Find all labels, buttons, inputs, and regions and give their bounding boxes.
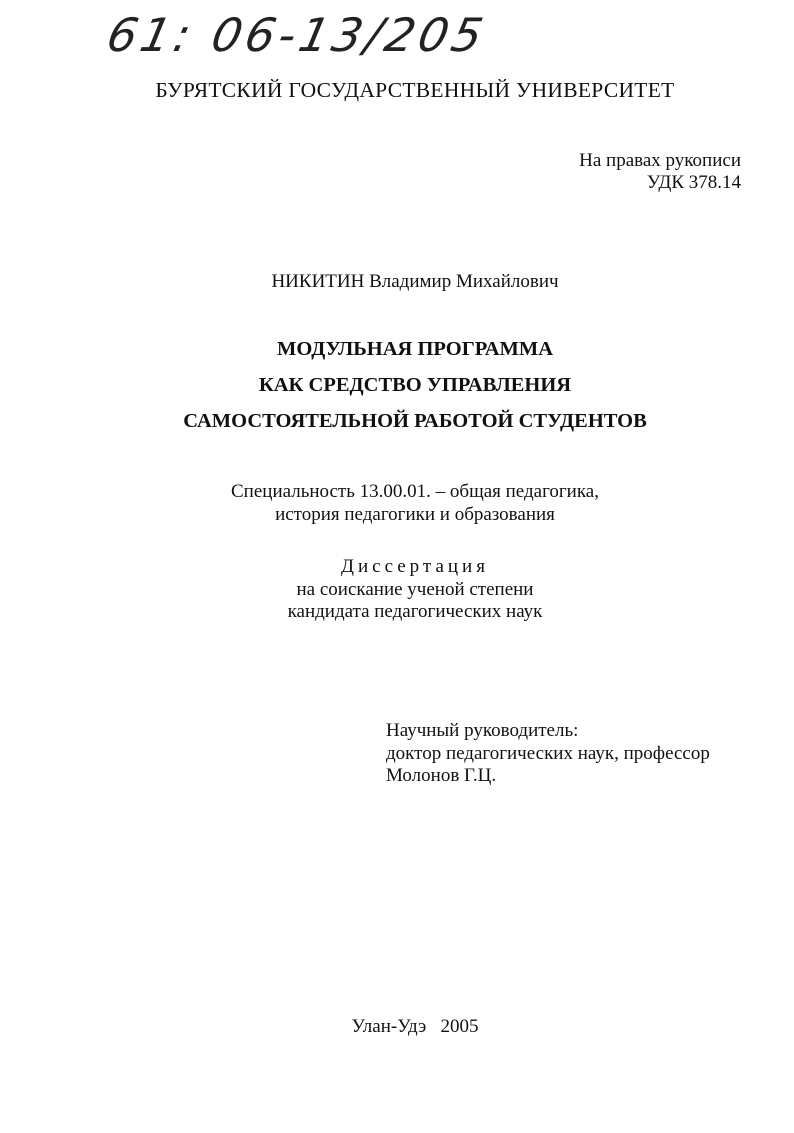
advisor-label: Научный руководитель: [386,720,579,741]
dissertation-label: Диссертация [341,556,489,577]
handwritten-code: 61: 06-13/205 [102,8,492,62]
advisor-degree: доктор педагогических наук, профессор [386,743,710,764]
advisor-name: Молонов Г.Ц. [386,765,497,786]
degree-line-2: кандидата педагогических наук [287,601,543,622]
city-year: Улан-Удэ 2005 [351,1016,479,1037]
title-line-1: МОДУЛЬНАЯ ПРОГРАММА [276,338,554,360]
degree-line-1: на соискание ученой степени [296,579,534,600]
title-line-2: КАК СРЕДСТВО УПРАВЛЕНИЯ [258,374,572,396]
author-name: НИКИТИН Владимир Михайлович [271,271,559,292]
udk-code: УДК 378.14 [646,172,741,193]
specialty-line-2: история педагогики и образования [275,504,555,525]
specialty-line-1: Специальность 13.00.01. – общая педагогика, [231,481,599,502]
university-name: БУРЯТСКИЙ ГОСУДАРСТВЕННЫЙ УНИВЕРСИТЕТ [155,78,675,102]
rights-note: На правах рукописи [579,150,741,171]
title-line-3: САМОСТОЯТЕЛЬНОЙ РАБОТОЙ СТУДЕНТОВ [183,410,647,432]
